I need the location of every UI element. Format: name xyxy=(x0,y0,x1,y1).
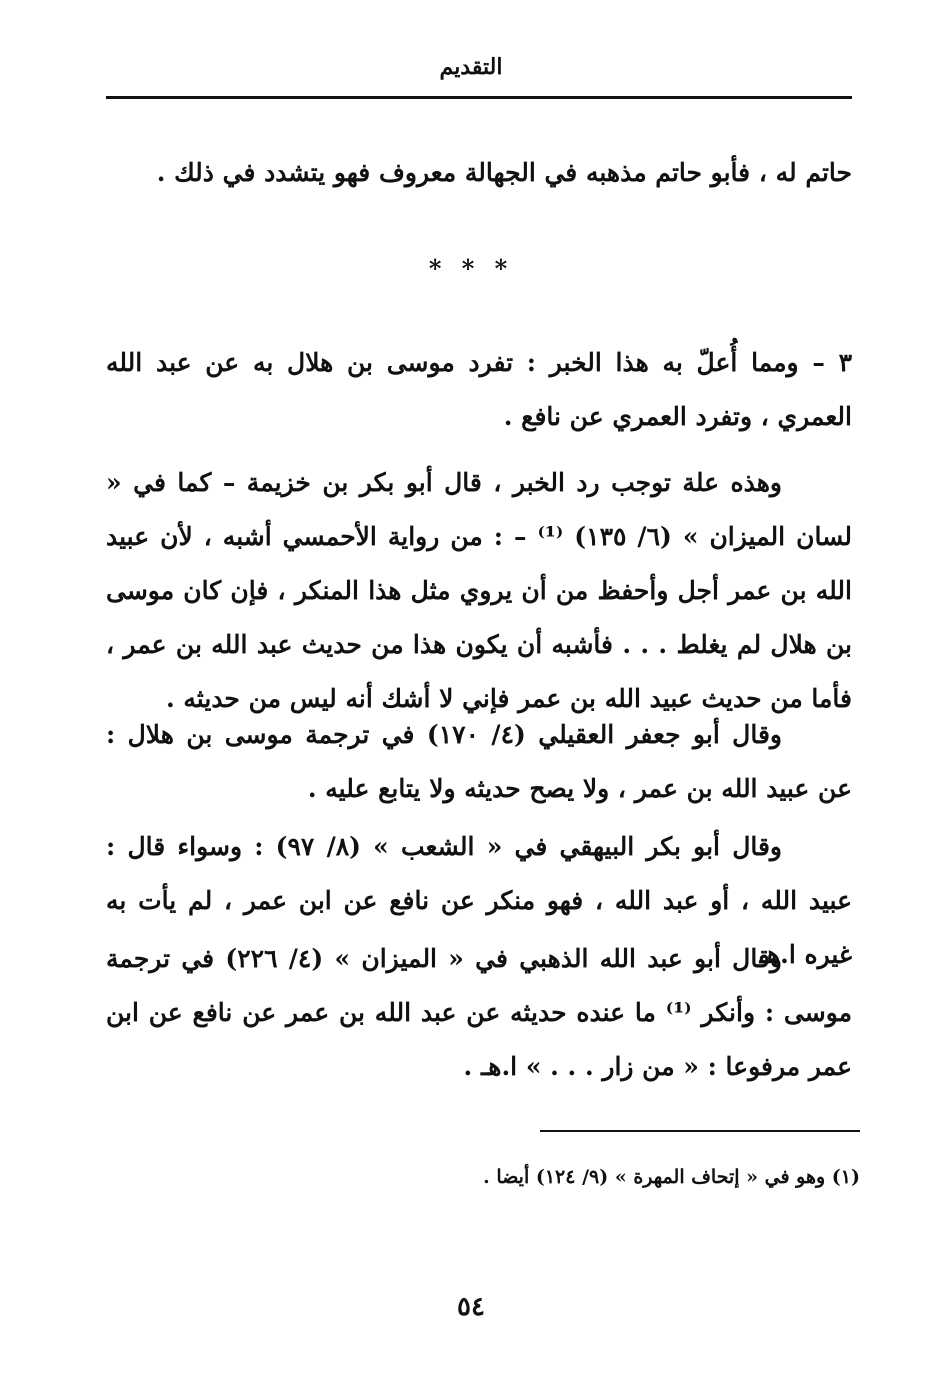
paragraph-dhahabi: وقال أبو عبد الله الذهبي في « الميزان » (٤/ ٢٢٦) في ترجمة موسى : وأنكر ⁽¹⁾ ما عنده حديثه عن عبد الله بن عمر عن نافع عن ابن عمر مرفوعا : « من زار . . . » ا.هـ . xyxy=(106,944,852,1081)
paragraph-uqayli: وقال أبو جعفر العقيلي (٤/ ١٧٠) في ترجمة موسى بن هلال : عن عبيد الله بن عمر ، ولا يصح حديثه ولا يتابع عليه . xyxy=(106,720,852,803)
paragraph-bayhaqi: وقال أبو بكر البيهقي في « الشعب » (٨/ ٩٧) : وسواء قال : عبيد الله ، أو عبد الله ، فهو منكر عن نافع عن ابن عمر ، لم يأت به غيره ا.هـ xyxy=(106,832,852,969)
footnote-divider xyxy=(540,1130,860,1132)
page-header-title: التقديم xyxy=(439,54,503,80)
header-divider xyxy=(106,96,852,99)
section-separator: * * * xyxy=(428,254,514,283)
paragraph-continuation: حاتم له ، فأبو حاتم مذهبه في الجهالة معروف فهو يتشدد في ذلك . xyxy=(156,158,852,187)
paragraph-point-3: ٣ – ومما أُعلّ به هذا الخبر : تفرد موسى بن هلال به عن عبد الله العمري ، وتفرد العمري عن نافع . xyxy=(106,348,852,431)
footnote: (١) وهو في « إتحاف المهرة » (٩/ ١٢٤) أيضا . xyxy=(483,1166,860,1188)
page-number: ٥٤ xyxy=(457,1292,485,1322)
paragraph-ibn-khuzaymah: وهذه علة توجب رد الخبر ، قال أبو بكر بن خزيمة – كما في « لسان الميزان » (٦/ ١٣٥) ⁽¹⁾ – : من رواية الأحمسي أشبه ، لأن عبيد الله بن عمر أجل وأحفظ من أن يروي مثل هذا المنكر ، فإن كان موسى بن هلال لم يغلط . . . فأشبه أن يكون هذا من حديث عبد الله بن عمر ، فأما من حديث عبيد الله بن عمر فإني لا أشك أنه ليس من حديثه . xyxy=(106,468,852,713)
